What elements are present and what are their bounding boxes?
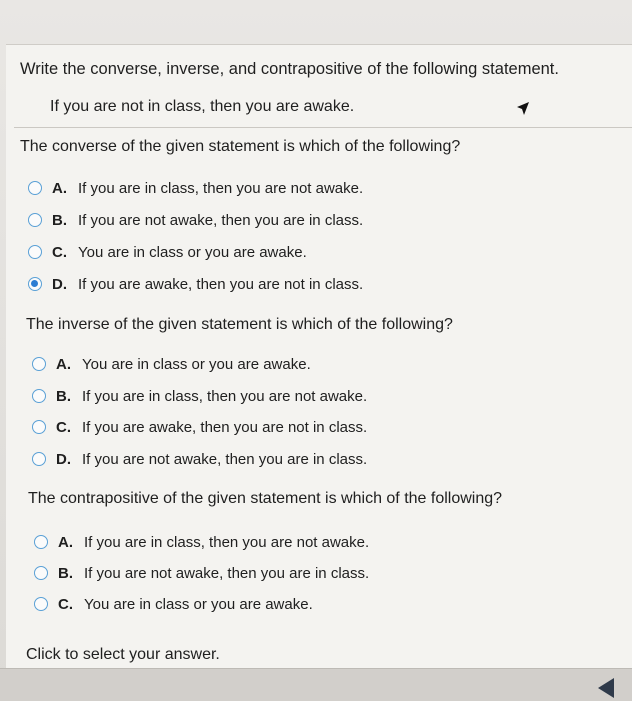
option-letter: D. (52, 275, 67, 293)
contrapositive-option-a[interactable] (34, 530, 369, 554)
option-letter: B. (52, 211, 67, 229)
divider (14, 127, 632, 128)
converse-option-b[interactable] (28, 208, 363, 232)
option-letter: A. (56, 355, 71, 373)
option-letter: D. (56, 450, 71, 468)
contrapositive-option-b[interactable] (34, 561, 369, 585)
radio-button-icon[interactable] (28, 181, 42, 195)
inverse-option-c[interactable] (32, 415, 367, 439)
option-text: If you are awake, then you are not in class. (82, 418, 368, 436)
option-letter: B. (58, 564, 73, 582)
contrapositive-option-c[interactable] (34, 592, 313, 616)
option-text: If you are in class, then you are not awake. (82, 387, 368, 405)
option-letter: C. (58, 595, 73, 613)
option-letter: C. (52, 243, 67, 261)
inverse-option-d[interactable] (32, 447, 367, 471)
instruction-footer: Click to select your answer. (26, 646, 220, 663)
radio-button-selected-icon[interactable] (28, 277, 42, 291)
option-text: If you are not awake, then you are in class. (82, 450, 368, 468)
option-text: You are in class or you are awake. (82, 355, 311, 373)
option-text: If you are not awake, then you are in class. (78, 211, 364, 229)
inverse-option-a[interactable] (32, 352, 311, 376)
contrapositive-question: The contrapositive of the given statement is which of the following? (28, 490, 503, 507)
option-text: If you are in class, then you are not awake. (84, 533, 370, 551)
option-letter: C. (56, 418, 71, 436)
radio-button-icon[interactable] (34, 535, 48, 549)
option-letter: A. (58, 533, 73, 551)
radio-button-icon[interactable] (28, 245, 42, 259)
option-text: If you are in class, then you are not awake. (78, 179, 364, 197)
inverse-option-b[interactable] (32, 384, 367, 408)
radio-button-icon[interactable] (34, 566, 48, 580)
converse-question: The converse of the given statement is which of the following? (20, 138, 461, 155)
bottom-toolbar (0, 668, 632, 701)
option-text: You are in class or you are awake. (78, 243, 307, 261)
converse-option-a[interactable] (28, 176, 363, 200)
option-letter: A. (52, 179, 67, 197)
mouse-cursor-icon (513, 98, 531, 120)
instruction-title: Write the converse, inverse, and contrapositive of the following statement. (20, 60, 559, 78)
radio-button-icon[interactable] (32, 420, 46, 434)
inverse-question: The inverse of the given statement is which of the following? (26, 316, 453, 333)
option-letter: B. (56, 387, 71, 405)
converse-option-c[interactable] (28, 240, 307, 264)
radio-button-icon[interactable] (32, 389, 46, 403)
radio-button-icon[interactable] (34, 597, 48, 611)
next-arrow-icon[interactable] (592, 676, 632, 700)
radio-button-icon[interactable] (32, 452, 46, 466)
converse-option-d[interactable] (28, 272, 363, 296)
option-text: If you are awake, then you are not in class. (78, 275, 364, 293)
radio-button-icon[interactable] (32, 357, 46, 371)
given-statement: If you are not in class, then you are awake. (50, 98, 355, 115)
radio-button-icon[interactable] (28, 213, 42, 227)
option-text: If you are not awake, then you are in class. (84, 564, 370, 582)
option-text: You are in class or you are awake. (84, 595, 313, 613)
